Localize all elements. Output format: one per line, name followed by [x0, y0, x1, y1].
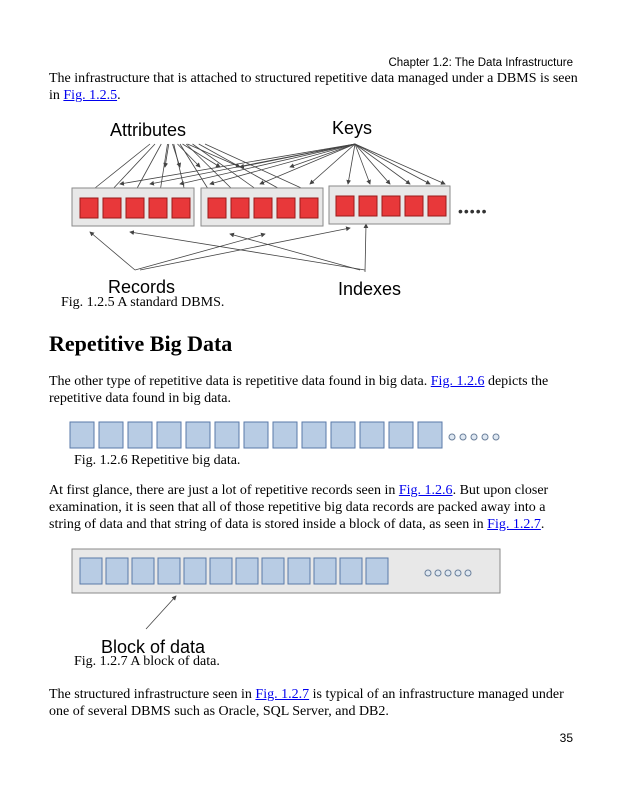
paragraph-2: [49, 482, 579, 533]
record-cell: [336, 196, 354, 216]
block-of-data-label: Block of data: [101, 637, 206, 657]
continuation-circle: [465, 570, 471, 576]
key-arrow: [120, 144, 355, 184]
packed-record-cell: [210, 558, 232, 584]
section-title: Repetitive Big Data: [49, 331, 233, 356]
continuation-dots: •••••: [458, 203, 488, 219]
packed-record-cell: [236, 558, 258, 584]
packed-record-cell: [314, 558, 336, 584]
continuation-circle: [449, 434, 455, 440]
attribute-arrow: [173, 144, 181, 167]
key-arrow: [210, 144, 355, 184]
record-cell: [405, 196, 423, 216]
record-cell: [103, 198, 121, 218]
big-data-record-cell: [70, 422, 94, 448]
big-data-record-cell: [186, 422, 210, 448]
record-cell: [382, 196, 400, 216]
continuation-circle: [471, 434, 477, 440]
continuation-circle: [435, 570, 441, 576]
p2-text: At first glance, there are just a lot of repetitive records seen in: [49, 483, 399, 498]
packed-record-cell: [80, 558, 102, 584]
paragraph-3: [49, 686, 579, 720]
fig-1-2-6-diagram: [68, 418, 504, 454]
attribute-arrow: [174, 144, 185, 192]
big-data-record-cell: [128, 422, 152, 448]
fig-1-2-5-diagram: [60, 112, 520, 300]
intro-text-end: .: [117, 88, 121, 103]
packed-record-cell: [132, 558, 154, 584]
record-cell: [231, 198, 249, 218]
page-number: 35: [559, 731, 573, 745]
packed-record-cell: [288, 558, 310, 584]
continuation-circle: [493, 434, 499, 440]
intro-paragraph: [49, 70, 579, 104]
continuation-circle: [445, 570, 451, 576]
attribute-arrow: [90, 144, 150, 192]
record-cell: [300, 198, 318, 218]
key-arrow: [290, 144, 355, 167]
attribute-arrow: [205, 144, 310, 192]
block-arrow: [146, 596, 176, 629]
packed-record-cell: [158, 558, 180, 584]
key-arrow: [355, 144, 410, 184]
indexes-label: Indexes: [338, 279, 402, 299]
key-arrow: [260, 144, 355, 184]
intro-text: The infrastructure that is attached to structured repetitive data managed under a DBMS is seen in: [49, 71, 578, 103]
big-data-record-cell: [244, 422, 268, 448]
p3-text: The structured infrastructure seen in: [49, 687, 256, 702]
paragraph-1: [49, 373, 579, 407]
continuation-circle: [455, 570, 461, 576]
p2-text-end: .: [540, 517, 545, 532]
record-cell: [149, 198, 167, 218]
big-data-record-cell: [389, 422, 413, 448]
big-data-record-cell: [157, 422, 181, 448]
key-arrow: [355, 144, 390, 184]
fig-1-2-7-link[interactable]: Fig. 1.2.7: [487, 517, 541, 532]
fig-1-2-7-caption: Fig. 1.2.7 A block of data.: [74, 654, 220, 669]
record-group-3: [329, 186, 450, 224]
big-data-record-cell: [99, 422, 123, 448]
attribute-arrow: [160, 144, 168, 192]
continuation-circle: [460, 434, 466, 440]
record-cell: [428, 196, 446, 216]
record-arrow: [140, 228, 350, 270]
key-arrow: [355, 144, 430, 184]
record-arrow: [135, 234, 265, 270]
keys-label: Keys: [332, 118, 373, 138]
big-data-record-cell: [302, 422, 326, 448]
record-arrow: [90, 232, 135, 270]
record-cell: [126, 198, 144, 218]
fig-1-2-6-link-2[interactable]: Fig. 1.2.6: [398, 483, 453, 498]
continuation-circles: [449, 434, 499, 440]
p2-text-middle: . But upon closer examination, it is seen that all of those repetitive big data records are packed away into a string of data and that string of data is stored inside a block of data, as seen in: [49, 483, 549, 532]
fig-1-2-7-diagram: [64, 544, 514, 660]
packed-record-cell: [262, 558, 284, 584]
fig-1-2-5-link[interactable]: Fig. 1.2.5: [63, 88, 118, 103]
p1-text: The other type of repetitive data is repetitive data found in big data.: [49, 374, 431, 389]
continuation-circle: [482, 434, 488, 440]
index-arrow: [130, 232, 365, 270]
p1-text-end: depicts the repetitive data found in big data.: [49, 374, 549, 406]
running-header: Chapter 1.2: The Data Infrastructure: [388, 57, 573, 69]
packed-record-cell: [184, 558, 206, 584]
record-cell: [80, 198, 98, 218]
big-data-record-cell: [331, 422, 355, 448]
record-cell: [359, 196, 377, 216]
index-arrow: [365, 224, 366, 272]
packed-record-cell: [340, 558, 362, 584]
fig-1-2-5-caption: Fig. 1.2.5 A standard DBMS.: [61, 295, 225, 310]
record-group-2: [201, 188, 323, 226]
key-arrow: [240, 144, 355, 167]
record-cell: [172, 198, 190, 218]
key-arrow: [348, 144, 355, 184]
packed-record-cell: [106, 558, 128, 584]
p3-text-end: is typical of an infrastructure managed under one of several DBMS such as Oracle, SQL Server, and DB2.: [49, 687, 564, 719]
record-cell: [208, 198, 226, 218]
record-cell: [254, 198, 272, 218]
big-data-record-cell: [215, 422, 239, 448]
records-label: Records: [108, 277, 176, 297]
big-data-record-cell: [360, 422, 384, 448]
record-cell: [277, 198, 295, 218]
big-data-record-cell: [418, 422, 442, 448]
fig-1-2-6-caption: Fig. 1.2.6 Repetitive big data.: [74, 453, 241, 468]
fig-1-2-7-link-2[interactable]: Fig. 1.2.7: [255, 687, 310, 702]
attributes-label: Attributes: [110, 120, 187, 140]
big-data-records: [70, 422, 442, 448]
packed-record-cell: [366, 558, 388, 584]
record-group-1: [72, 188, 194, 226]
continuation-circle: [425, 570, 431, 576]
key-arrow: [355, 144, 445, 184]
big-data-record-cell: [273, 422, 297, 448]
fig-1-2-6-link[interactable]: Fig. 1.2.6: [430, 374, 485, 389]
